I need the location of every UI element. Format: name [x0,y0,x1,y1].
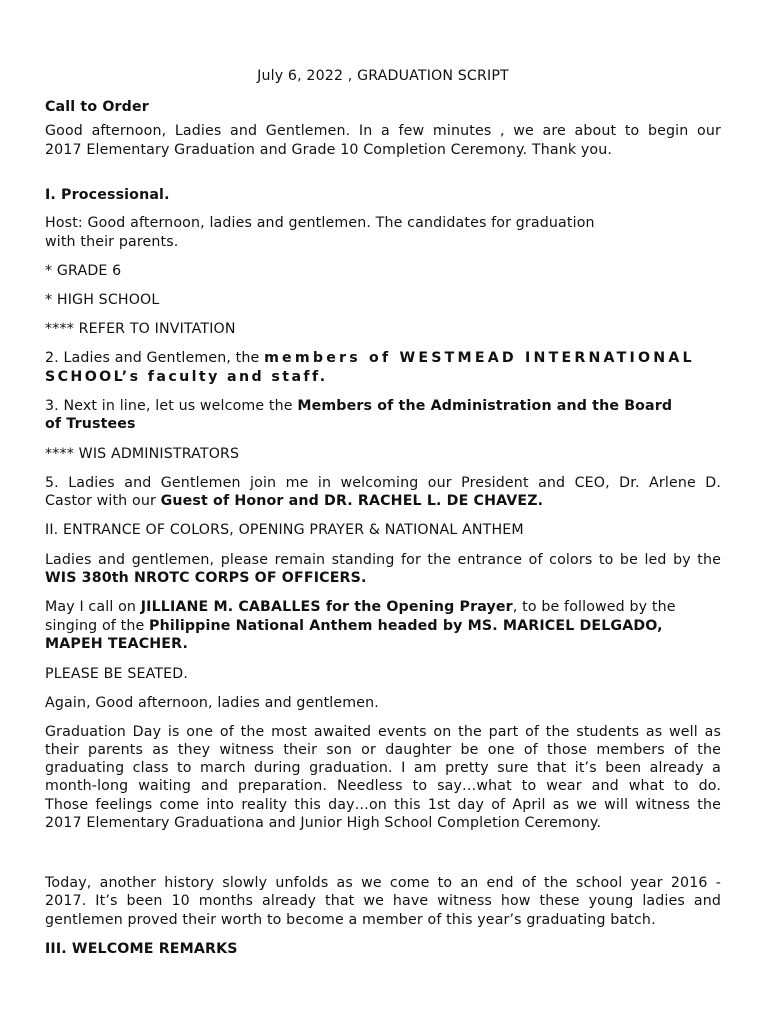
wis-administrators-text: WIS ADMINISTRATORS [78,446,240,462]
today-paragraph-line: gentlemen proved their worth to become a member of this year’s graduating batch. [45,912,656,928]
graduation-day-paragraph-line: Those feelings come into reality this day…on this 1st day of April as we will witness the [45,797,721,813]
list-item-grade-6: * GRADE 6 [45,263,122,279]
president-intro-line: 5. Ladies and Gentlemen join me in welcoming our President and CEO, Dr. Arlene D. [45,475,721,491]
document-page [45,0,721,1024]
call-to-order-heading: Call to Order [45,99,149,115]
today-paragraph-line: 2017. It’s been 10 months already that we have witness how these young ladies and [45,893,721,909]
asterisk-prefix: **** [45,446,79,462]
national-anthem-line [45,617,663,635]
nrotc-corps-bold: WIS 380th NROTC CORPS OF OFFICERS. [45,570,367,586]
faculty-intro-line [45,349,695,367]
host-intro-line: with their parents. [45,234,179,250]
graduation-day-paragraph-line: Graduation Day is one of the most awaited events on the part of the students as well as [45,724,721,740]
administration-intro-bold: Members of the Administration and the Board [297,398,673,414]
opening-prayer-prefix: May I call on [45,599,141,615]
welcome-remarks-heading: III. WELCOME REMARKS [45,941,238,957]
processional-heading: I. Processional. [45,187,170,203]
call-to-order-text-line: 2017 Elementary Graduation and Grade 10 Completion Ceremony. Thank you. [45,142,613,158]
please-be-seated-line: PLEASE BE SEATED. [45,666,189,682]
mapeh-teacher-bold: MAPEH TEACHER. [45,636,189,652]
opening-prayer-suffix: , to be followed by the [512,599,676,615]
list-item-high-school: * HIGH SCHOOL [45,292,160,308]
opening-prayer-line [45,598,676,616]
today-paragraph-line: Today, another history slowly unfolds as we come to an end of the school year 2016 - [45,875,721,891]
faculty-intro-prefix: 2. Ladies and Gentlemen, the [45,350,265,366]
refer-invitation-text: REFER TO INVITATION [78,321,236,337]
faculty-intro-bold: members of WESTMEAD INTERNATIONAL [264,350,695,366]
opening-prayer-bold: JILLIANE M. CABALLES for the Opening Prayer [140,599,513,615]
president-intro-line [45,492,543,510]
graduation-day-paragraph-line: month-long waiting and preparation. Needless to say…what to wear and what to do. [45,778,721,794]
asterisk-prefix: **** [45,321,79,337]
call-to-order-text-line: Good afternoon, Ladies and Gentlemen. In a few minutes , we are about to begin our [45,123,721,139]
graduation-day-paragraph-line: their parents as they witness their son or daughter be one of those members of the [45,742,721,758]
president-intro-prefix: Castor with our [45,493,161,509]
refer-invitation-line [45,320,236,338]
document-title: July 6, 2022 , GRADUATION SCRIPT [257,68,509,84]
entrance-text-line: Ladies and gentlemen, please remain standing for the entrance of colors to be led by the [45,552,721,568]
guest-of-honor-bold: Guest of Honor and DR. RACHEL L. DE CHAVEZ. [160,493,544,509]
national-anthem-bold: Philippine National Anthem headed by MS. MARICEL DELGADO, [149,618,663,634]
administration-intro-prefix: 3. Next in line, let us welcome the [45,398,298,414]
administration-intro-line [45,397,672,415]
host-intro-line: Host: Good afternoon, ladies and gentlemen. The candidates for graduation [45,215,595,231]
wis-administrators-line [45,445,239,463]
faculty-intro-bold-line: SCHOOL’s faculty and staff. [45,369,328,385]
again-greeting-line: Again, Good afternoon, ladies and gentlemen. [45,695,379,711]
national-anthem-prefix: singing of the [45,618,150,634]
administration-intro-bold-line: of Trustees [45,416,136,432]
graduation-day-paragraph-line: graduating class to march during graduation. I am pretty sure that it’s been already a [45,760,721,776]
graduation-day-paragraph-line: 2017 Elementary Graduationa and Junior High School Completion Ceremony. [45,815,602,831]
entrance-of-colors-heading: II. ENTRANCE OF COLORS, OPENING PRAYER & NATIONAL ANTHEM [45,522,524,538]
